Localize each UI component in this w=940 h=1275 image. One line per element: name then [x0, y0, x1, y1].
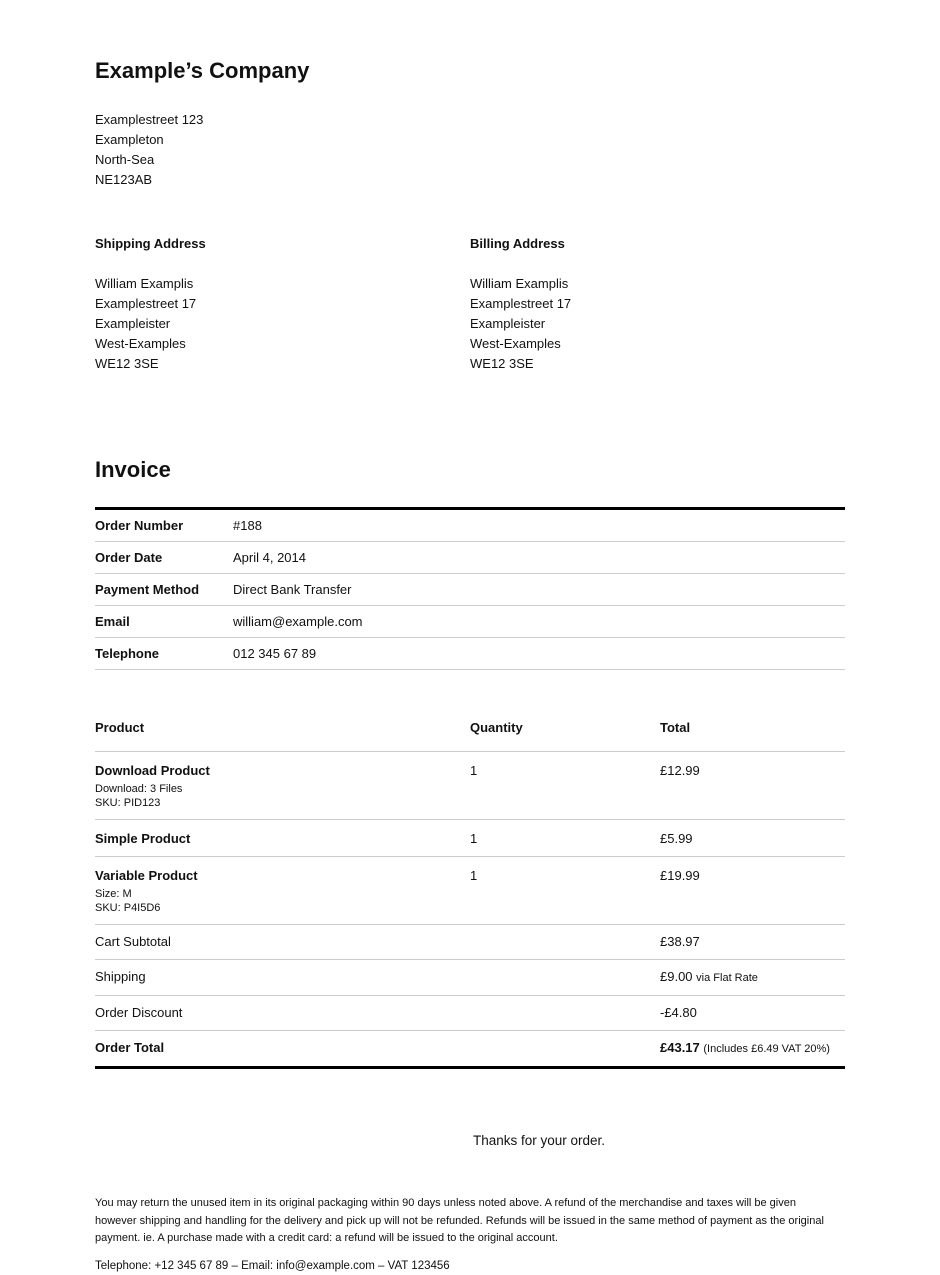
company-address — [95, 110, 845, 190]
product-meta — [95, 887, 470, 915]
detail-label: Email — [95, 614, 130, 629]
products-table — [95, 720, 845, 1069]
address-line: William Examplis — [470, 276, 569, 291]
product-quantity: 1 — [470, 752, 660, 820]
empty-cell — [470, 1031, 660, 1068]
product-total: £5.99 — [660, 820, 845, 857]
product-meta-line: Size: M — [95, 888, 132, 900]
returns-policy: You may return the unused item in its original packaging within 90 days unless noted above. A refund of the merchandise and taxes will be given however shipping and handling for the delivery and pick up will not be refunded. Refunds will be issued in the same method of payment as the original payment. ie. A purchase made with a credit card: a refund will be issued to the original account. — [95, 1197, 824, 1244]
invoice-title: Invoice — [95, 457, 171, 482]
detail-row-telephone — [95, 638, 845, 670]
product-name: Variable Product — [95, 868, 198, 883]
detail-value: 012 345 67 89 — [233, 646, 317, 661]
empty-cell — [470, 996, 660, 1031]
totals-row-order-discount — [95, 996, 845, 1031]
billing-address-title: Billing Address — [470, 236, 565, 251]
detail-row-order-number — [95, 509, 845, 542]
product-total: £12.99 — [660, 752, 845, 820]
empty-cell — [470, 925, 660, 960]
billing-address — [470, 237, 845, 374]
product-quantity: 1 — [470, 857, 660, 925]
address-line: William Examplis — [95, 276, 194, 291]
detail-value: #188 — [233, 518, 262, 533]
product-cell — [95, 820, 470, 857]
address-line: West-Examples — [95, 336, 186, 351]
total-suffix: via Flat Rate — [696, 972, 758, 984]
address-line: West-Examples — [470, 336, 561, 351]
detail-value: Direct Bank Transfer — [233, 582, 352, 597]
detail-row-email — [95, 606, 845, 638]
detail-value: william@example.com — [233, 614, 363, 629]
address-line: Exampleister — [95, 316, 171, 331]
product-name: Simple Product — [95, 831, 191, 846]
billing-address-lines — [470, 274, 845, 374]
product-cell — [95, 752, 470, 820]
total-label: Shipping — [95, 960, 470, 996]
detail-value: April 4, 2014 — [233, 550, 306, 565]
product-total: £19.99 — [660, 857, 845, 925]
addresses-section — [95, 237, 845, 374]
total-amount: £43.17 — [660, 1040, 700, 1055]
company-address-line: Exampleton — [95, 132, 164, 147]
totals-row-cart-subtotal — [95, 925, 845, 960]
thanks-message: Thanks for your order. — [472, 1133, 606, 1148]
product-row — [95, 752, 845, 820]
totals-row-order-total — [95, 1031, 845, 1068]
product-meta-line: SKU: PID123 — [95, 797, 161, 809]
shipping-address — [95, 237, 470, 374]
address-line: Examplestreet 17 — [470, 296, 572, 311]
total-suffix: (Includes £6.49 VAT 20%) — [703, 1043, 830, 1055]
product-row — [95, 820, 845, 857]
total-label: Order Total — [95, 1031, 470, 1068]
empty-cell — [470, 960, 660, 996]
detail-row-order-date — [95, 542, 845, 574]
total-value — [660, 960, 845, 996]
column-header-total: Total — [660, 720, 845, 752]
shipping-address-title: Shipping Address — [95, 236, 206, 251]
product-quantity: 1 — [470, 820, 660, 857]
product-row — [95, 857, 845, 925]
company-address-line: North-Sea — [95, 152, 155, 167]
column-header-product: Product — [95, 720, 470, 752]
total-amount: £9.00 — [660, 969, 693, 984]
totals-row-shipping — [95, 960, 845, 996]
address-line: Examplestreet 17 — [95, 296, 197, 311]
address-line: WE12 3SE — [470, 356, 534, 371]
address-line: Exampleister — [470, 316, 546, 331]
detail-row-payment-method — [95, 574, 845, 606]
document-content — [95, 59, 845, 1273]
detail-label: Telephone — [95, 646, 160, 661]
total-label: Order Discount — [95, 996, 470, 1031]
order-details-table — [95, 507, 845, 670]
product-meta-line: Download: 3 Files — [95, 783, 183, 795]
shipping-address-lines — [95, 274, 470, 374]
product-meta-line: SKU: P4I5D6 — [95, 902, 161, 914]
product-meta — [95, 782, 470, 810]
company-address-line: Examplestreet 123 — [95, 112, 204, 127]
total-value: -£4.80 — [660, 996, 845, 1031]
product-cell — [95, 857, 470, 925]
total-value — [660, 1031, 845, 1068]
address-line: WE12 3SE — [95, 356, 159, 371]
products-header-row — [95, 720, 845, 752]
company-name: Example’s Company — [95, 58, 310, 83]
total-value: £38.97 — [660, 925, 845, 960]
detail-label: Payment Method — [95, 582, 200, 597]
column-header-quantity: Quantity — [470, 720, 660, 752]
footer-contact: Telephone: +12 345 67 89 – Email: info@example.com – VAT 123456 — [95, 1259, 450, 1272]
total-label: Cart Subtotal — [95, 925, 470, 960]
company-address-line: NE123AB — [95, 172, 153, 187]
detail-label: Order Number — [95, 518, 184, 533]
detail-label: Order Date — [95, 550, 163, 565]
product-name: Download Product — [95, 763, 210, 778]
